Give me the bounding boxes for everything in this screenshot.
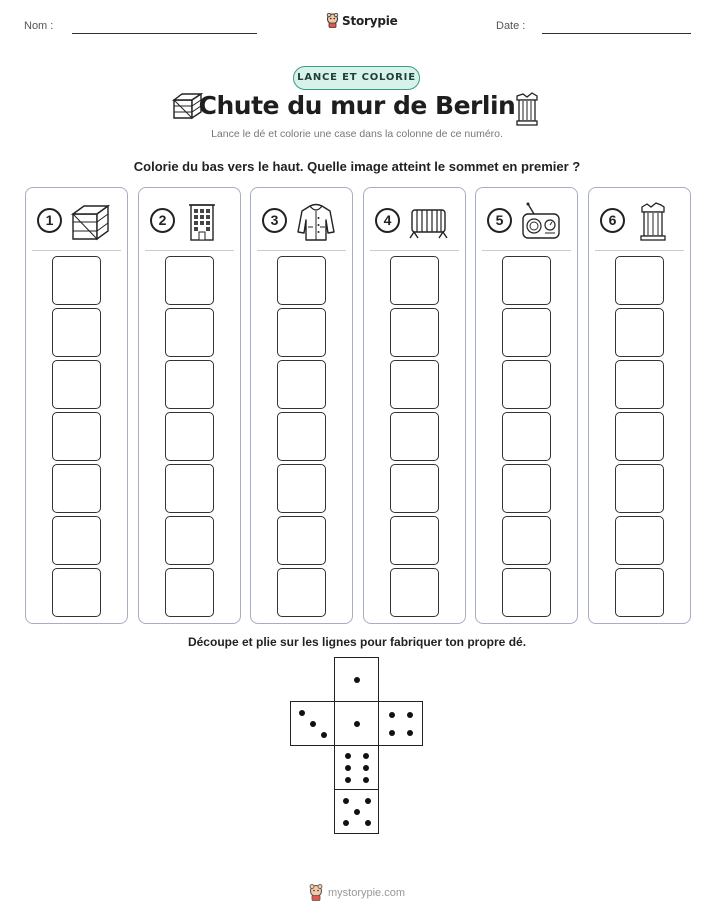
color-cell[interactable] bbox=[277, 516, 326, 565]
dice-pip bbox=[389, 730, 395, 736]
broken-pillar-icon bbox=[633, 202, 675, 242]
storypie-mascot-icon bbox=[326, 13, 339, 28]
column-number: 6 bbox=[600, 208, 625, 233]
color-cell[interactable] bbox=[277, 308, 326, 357]
color-cell[interactable] bbox=[390, 464, 439, 513]
color-cell[interactable] bbox=[615, 464, 664, 513]
dice-pip bbox=[407, 730, 413, 736]
color-cell[interactable] bbox=[502, 568, 551, 617]
footer bbox=[308, 884, 405, 901]
color-cell[interactable] bbox=[390, 256, 439, 305]
game-instruction: Colorie du bas vers le haut. Quelle image atteint le sommet en premier ? bbox=[133, 159, 581, 174]
page-title: Chute du mur de Berlin bbox=[198, 91, 516, 120]
color-cell[interactable] bbox=[165, 256, 214, 305]
race-column-2 bbox=[138, 187, 241, 624]
brand-logo bbox=[326, 13, 398, 28]
color-cell[interactable] bbox=[615, 412, 664, 461]
brand-name: Storypie bbox=[342, 13, 398, 28]
dice-pip bbox=[345, 765, 351, 771]
color-cell[interactable] bbox=[52, 256, 101, 305]
color-cell[interactable] bbox=[615, 568, 664, 617]
column-divider bbox=[482, 250, 571, 251]
column-number: 4 bbox=[375, 208, 400, 233]
name-line[interactable] bbox=[72, 33, 257, 34]
date-label: Date : bbox=[496, 20, 526, 32]
color-cell[interactable] bbox=[52, 516, 101, 565]
color-cell[interactable] bbox=[502, 360, 551, 409]
dice-pip bbox=[345, 753, 351, 759]
column-number: 1 bbox=[37, 208, 62, 233]
dice-face-5 bbox=[334, 789, 379, 834]
dice-pip bbox=[343, 820, 349, 826]
column-divider bbox=[257, 250, 346, 251]
dice-pip bbox=[363, 777, 369, 783]
color-cell[interactable] bbox=[52, 412, 101, 461]
column-number: 5 bbox=[487, 208, 512, 233]
color-cell[interactable] bbox=[615, 360, 664, 409]
broken-pillar-title-icon bbox=[515, 92, 539, 126]
color-cell[interactable] bbox=[277, 464, 326, 513]
dice-pip bbox=[321, 732, 327, 738]
color-cell[interactable] bbox=[615, 516, 664, 565]
column-divider bbox=[595, 250, 684, 251]
column-divider bbox=[32, 250, 121, 251]
color-cell[interactable] bbox=[390, 308, 439, 357]
dice-pip bbox=[363, 765, 369, 771]
color-cell[interactable] bbox=[165, 568, 214, 617]
color-cell[interactable] bbox=[615, 308, 664, 357]
color-cell[interactable] bbox=[390, 360, 439, 409]
winter-coat-icon bbox=[295, 202, 337, 242]
footer-url[interactable]: mystorypie.com bbox=[328, 886, 406, 899]
dice-pip bbox=[299, 710, 305, 716]
name-label: Nom : bbox=[24, 20, 54, 32]
color-cell[interactable] bbox=[52, 568, 101, 617]
dice-face-4 bbox=[378, 701, 423, 746]
radio-icon bbox=[520, 202, 562, 242]
metal-barrier-icon bbox=[408, 202, 450, 242]
color-cell[interactable] bbox=[52, 360, 101, 409]
color-cell[interactable] bbox=[277, 568, 326, 617]
color-cell[interactable] bbox=[390, 568, 439, 617]
race-column-3 bbox=[250, 187, 353, 624]
color-cell[interactable] bbox=[502, 516, 551, 565]
column-number: 2 bbox=[150, 208, 175, 233]
color-cell[interactable] bbox=[390, 516, 439, 565]
race-column-5 bbox=[475, 187, 578, 624]
dice-pip bbox=[310, 721, 316, 727]
apartment-building-icon bbox=[183, 202, 225, 242]
dice-face-6 bbox=[334, 745, 379, 790]
dice-pip bbox=[407, 712, 413, 718]
color-cell[interactable] bbox=[165, 308, 214, 357]
race-column-6 bbox=[588, 187, 691, 624]
color-cell[interactable] bbox=[502, 464, 551, 513]
color-cell[interactable] bbox=[615, 256, 664, 305]
color-cell[interactable] bbox=[52, 464, 101, 513]
dice-pip bbox=[365, 820, 371, 826]
dice-pip bbox=[343, 798, 349, 804]
color-cell[interactable] bbox=[502, 412, 551, 461]
color-cell[interactable] bbox=[165, 516, 214, 565]
dice-face-1-center bbox=[334, 701, 379, 746]
color-cell[interactable] bbox=[165, 360, 214, 409]
dice-pip bbox=[363, 753, 369, 759]
race-column-1 bbox=[25, 187, 128, 624]
color-cell[interactable] bbox=[277, 360, 326, 409]
column-number: 3 bbox=[262, 208, 287, 233]
date-line[interactable] bbox=[542, 33, 691, 34]
color-cell[interactable] bbox=[165, 464, 214, 513]
dice-pip bbox=[354, 721, 360, 727]
activity-badge: LANCE ET COLORIE bbox=[293, 66, 420, 90]
subtitle: Lance le dé et colorie une case dans la colonne de ce numéro. bbox=[211, 128, 503, 140]
dice-instruction: Découpe et plie sur les lignes pour fabriquer ton propre dé. bbox=[187, 635, 527, 649]
dice-pip bbox=[389, 712, 395, 718]
dice-pip bbox=[354, 677, 360, 683]
color-cell[interactable] bbox=[165, 412, 214, 461]
column-divider bbox=[370, 250, 459, 251]
race-column-4 bbox=[363, 187, 466, 624]
wooden-crate-icon bbox=[70, 202, 112, 242]
color-cell[interactable] bbox=[502, 256, 551, 305]
dice-face-1 bbox=[334, 657, 379, 702]
color-cell[interactable] bbox=[52, 308, 101, 357]
color-cell[interactable] bbox=[502, 308, 551, 357]
dice-pip bbox=[354, 809, 360, 815]
dice-pip bbox=[345, 777, 351, 783]
color-cell[interactable] bbox=[390, 412, 439, 461]
storypie-mascot-icon bbox=[308, 884, 324, 901]
color-cell[interactable] bbox=[277, 412, 326, 461]
color-cell[interactable] bbox=[277, 256, 326, 305]
dice-face-3 bbox=[290, 701, 335, 746]
dice-pip bbox=[365, 798, 371, 804]
column-divider bbox=[145, 250, 234, 251]
